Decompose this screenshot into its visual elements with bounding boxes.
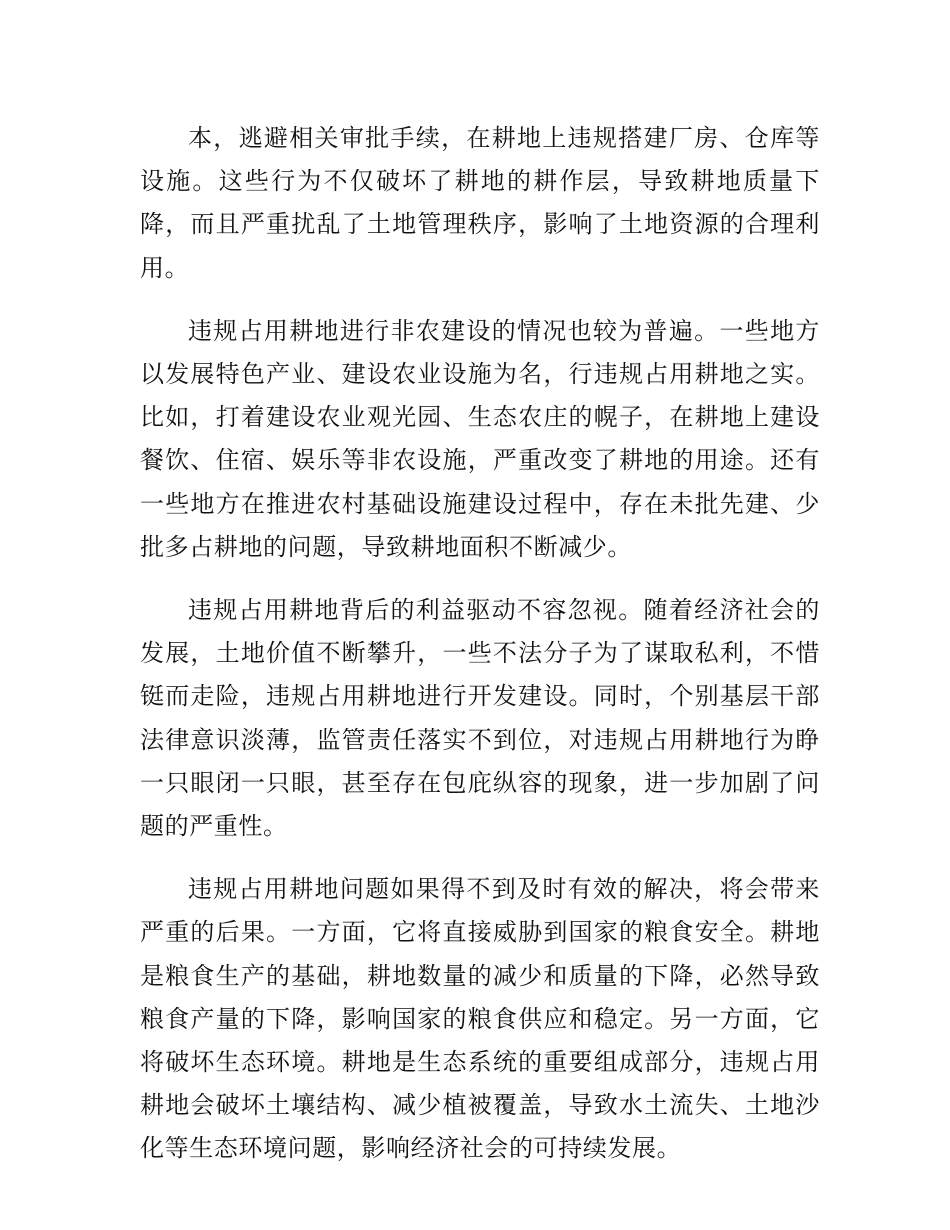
document-body <box>140 117 820 1191</box>
paragraph-1: 本，逃避相关审批手续，在耕地上违规搭建厂房、仓库等设施。这些行为不仅破坏了耕地的耕作层，导致耕地质量下降，而且严重扰乱了土地管理秩序，影响了土地资源的合理利用。 <box>140 124 820 282</box>
paragraph-3: 违规占用耕地背后的利益驱动不容忽视。随着经济社会的发展，土地价值不断攀升，一些不法分子为了谋取私利，不惜铤而走险，违规占用耕地进行开发建设。同时，个别基层干部法律意识淡薄，监管责任落实不到位，对违规占用耕地行为睁一只眼闭一只眼，甚至存在包庇纵容的现象，进一步加剧了问题的严重性。 <box>140 596 820 841</box>
paragraph-4: 违规占用耕地问题如果得不到及时有效的解决，将会带来严重的后果。一方面，它将直接威胁到国家的粮食安全。耕地是粮食生产的基础，耕地数量的减少和质量的下降，必然导致粮食产量的下降，影响国家的粮食供应和稳定。另一方面，它将破坏生态环境。耕地是生态系统的重要组成部分，违规占用耕地会破坏土壤结构、减少植被覆盖，导致水土流失、土地沙化等生态环境问题，影响经济社会的可持续发展。 <box>140 875 820 1163</box>
paragraph-2: 违规占用耕地进行非农建设的情况也较为普遍。一些地方以发展特色产业、建设农业设施为名，行违规占用耕地之实。比如，打着建设农业观光园、生态农庄的幌子，在耕地上建设餐饮、住宿、娱乐等非农设施，严重改变了耕地的用途。还有一些地方在推进农村基础设施建设过程中，存在未批先建、少批多占耕地的问题，导致耕地面积不断减少。 <box>140 316 820 561</box>
